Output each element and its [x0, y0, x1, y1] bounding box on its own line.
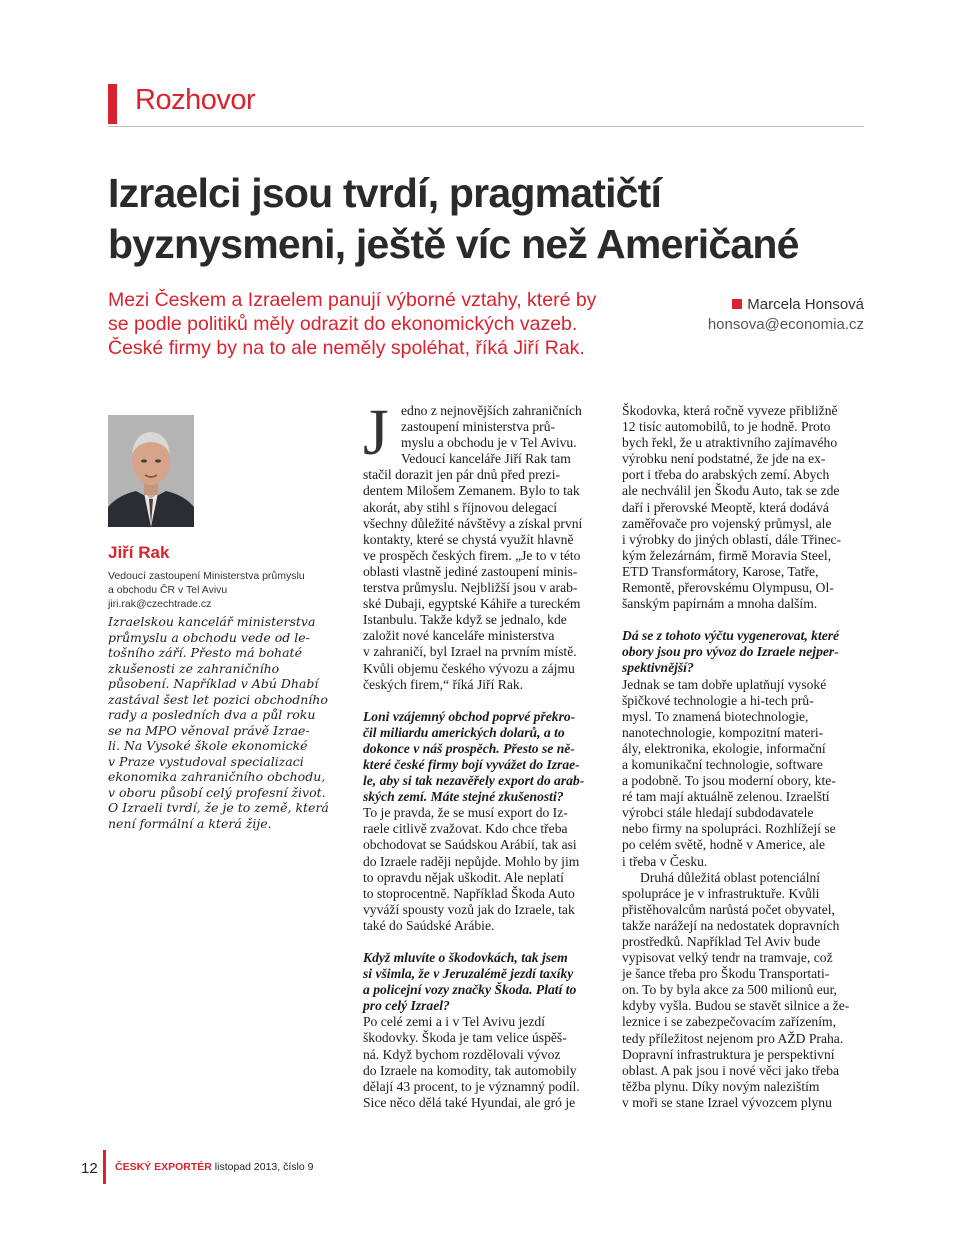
text-line: kdyby vyšla. Budou se stavět silnice a že- — [622, 998, 850, 1014]
text-line: do Izraele na komodity, tak automobily — [363, 1062, 577, 1078]
text-line: mysl. To znamená biotechnologie, — [622, 708, 809, 724]
text-line: tedy příležitost nejenom pro AŽD Praha. — [622, 1030, 844, 1046]
lead-line: se podle politiků měly odrazit do ekonomických vazeb. — [108, 313, 578, 335]
text-line: se na MPO věnoval právě Izrae- — [108, 722, 310, 738]
interviewee-bio — [108, 614, 333, 831]
text-line: nanotechnologie, kompozitní materi- — [622, 724, 824, 740]
text-line: ské Dubaji, egyptské Káhiře a tureckém — [363, 596, 581, 612]
magazine-name: ČESKÝ EXPORTÉR — [115, 1161, 212, 1173]
text-line: je šance třeba pro Škodu Transportati- — [622, 966, 830, 982]
text-line: zastával šest let pozici obchodního — [108, 691, 328, 707]
portrait-photo — [108, 415, 194, 527]
text-line: Sice něco dělá také Hyundai, ale gró je — [363, 1094, 576, 1110]
text-line: ských zemí. Máte stejné zkušenosti? — [363, 789, 564, 805]
section-label: Rozhovor — [135, 84, 256, 116]
text-line: ve prospěch českých firem. „Je to v této — [363, 547, 581, 563]
text-line: také do Saúdské Arábie. — [363, 917, 495, 933]
text-line: a komunikační technologie, software — [622, 756, 823, 772]
text-line: Po celé zemi a i v Tel Avivu jezdí — [363, 1014, 546, 1030]
paragraph-gap — [363, 934, 608, 950]
author-email[interactable]: honsova@economia.cz — [707, 316, 864, 333]
text-line: si všimla, že v Jeruzalémě jezdí taxíky — [363, 966, 574, 982]
text-line: v moři se stane Izrael vývozcem plynu — [622, 1094, 832, 1110]
text-line: výrobci stále hledají subdodavatele — [622, 805, 814, 821]
text-line: v oboru působí celý profesní život. — [108, 784, 326, 800]
text-line: Jednak se tam dobře uplatňují vysoké — [622, 676, 827, 692]
text-line: Dá se z tohoto výčtu vygenerovat, které — [622, 628, 840, 644]
text-line: přistěhovalcům narůstá počet obyvatel, — [622, 901, 835, 917]
text-line: šanským papírnám a mnoha dalším. — [622, 596, 818, 612]
text-line: které české firmy bojí vyvážet do Izrae- — [363, 756, 580, 772]
text-line: nebo firmy na spolupráci. Rozhlížejí se — [622, 821, 836, 837]
text-line: kontakty, které se chystá využít hlavně — [363, 531, 574, 547]
text-line: to stoprocentně. Například Škoda Auto — [363, 885, 575, 901]
author-name: Marcela Honsová — [747, 296, 864, 313]
text-line: a policejní vozy značky Škoda. Platí to — [363, 982, 577, 998]
text-line: obory jsou pro vývoz do Izraele nejper- — [622, 644, 839, 660]
footer-publication — [115, 1161, 313, 1173]
text-line: průmyslu a obchodu vede od le- — [108, 629, 310, 645]
bullet-square-icon — [732, 299, 742, 309]
text-line: vypisovat velký tendr na tramvaje, což — [622, 950, 833, 966]
section-divider — [108, 126, 864, 127]
text-line: těžba plynu. Díky novým nalezištím — [622, 1078, 820, 1094]
text-line: prostředků. Například Tel Aviv bude — [622, 934, 821, 949]
text-line: i výrobky do jiných oblastí, dále Třinec- — [622, 531, 842, 547]
text-line: Izraelskou kancelář ministerstva — [108, 614, 316, 629]
role-line: a obchodu ČR v Tel Avivu — [108, 584, 228, 596]
text-line: Když mluvíte o škodovkách, tak jsem — [363, 950, 568, 965]
text-line: i třeba v Česku. — [622, 853, 708, 869]
text-line: li. Na Vysoké škole ekonomické — [108, 738, 308, 753]
text-line: ekonomika zahraničního obchodu, — [108, 769, 326, 784]
text-line: výrobku není podstatné, že jde na ex- — [622, 451, 826, 467]
text-line: edno z nejnovějších zahraničních — [401, 403, 582, 418]
text-line: v zahraničí, byl Izrael na prvním místě. — [363, 644, 577, 660]
paragraph-gap — [363, 693, 608, 709]
headline-line: Izraelci jsou tvrdí, pragmatičtí — [108, 170, 662, 216]
text-line: spolupráce je v infrastruktuře. Kvůli — [622, 885, 820, 901]
text-line: ná. Když bychom rozdělovali vývoz — [363, 1046, 561, 1062]
text-line: Kvůli objemu českého vývozu a zájmu — [363, 660, 575, 676]
text-line: zaměřovače pro vojenský průmysl, ale — [622, 515, 832, 531]
text-line: bych řekl, že u atraktivního zajímavého — [622, 435, 838, 451]
text-line: akorát, aby stihl s říjnovou delegací — [363, 499, 558, 515]
text-line: českých firem,“ říká Jiří Rak. — [363, 676, 524, 692]
interviewee-email[interactable]: jiri.rak@czechtrade.cz — [108, 598, 212, 610]
text-line: zkušenosti ze zahraničního — [108, 660, 280, 676]
text-line: Druhá důležitá oblast potenciální — [640, 869, 821, 885]
text-line: port i třeba do arabských zemí. Abych — [622, 467, 830, 483]
text-line: Dopravní infrastruktura je perspektivní — [622, 1046, 835, 1062]
role-line: Vedoucí zastoupení Ministerstva průmyslu — [108, 570, 305, 582]
text-line: špičkové technologie a hi-tech prů- — [622, 692, 814, 708]
text-line: oblasti vlastně jediné zastoupení minis- — [363, 563, 578, 579]
article-column-3 — [622, 403, 867, 1111]
text-line: raele citlivě zvažovat. Kdo chce třeba — [363, 821, 568, 837]
text-line: tošního září. Přesto má bohaté — [108, 645, 302, 660]
text-line: myslu a obchodu je v Tel Avivu. — [401, 435, 577, 451]
text-line: stačil dorazit jen pár dnů před prezi- — [363, 467, 561, 483]
text-line: působení. Například v Abú Dhabí — [108, 676, 319, 691]
text-line: ETD Transformátory, Karose, Tatře, — [622, 563, 819, 579]
text-line: dělají 43 procent, to je významný podíl. — [363, 1078, 580, 1094]
text-line: obchodovat se Saúdskou Arábií, tak asi — [363, 837, 577, 853]
footer-accent-bar — [103, 1150, 106, 1184]
text-line: To je pravda, že se musí export do Iz- — [363, 805, 568, 821]
text-line: Istanbulu. Takže když se jednalo, kde — [363, 612, 567, 628]
text-line: v Praze vystudoval specializaci — [108, 753, 304, 769]
text-line: terstva průmyslu. Nejbližší jsou v arab- — [363, 580, 578, 596]
issue-info: listopad 2013, číslo 9 — [214, 1161, 314, 1173]
text-line: Loni vzájemný obchod poprvé překro- — [363, 708, 576, 724]
lead-line: Mezi Českem a Izraelem panují výborné vztahy, které by — [108, 289, 597, 311]
text-line: takže narážejí na nedostatek dopravních — [622, 917, 840, 933]
text-line: do Izraele raději nepůjde. Mohlo by jim — [363, 853, 580, 869]
text-line: kým železárnám, firmě Moravia Steel, — [622, 547, 832, 563]
text-line: dentem Milošem Zemanem. Bylo to tak — [363, 483, 580, 499]
text-line: ale nechválil jen Škodu Auto, tak se zde — [622, 483, 840, 499]
paragraph-gap — [622, 612, 867, 628]
text-line: vyváží spousty vozů jak do Izraele, tak — [363, 901, 575, 917]
headline — [108, 168, 868, 270]
text-line: dokonce v náš prospěch. Přesto se ně- — [363, 740, 575, 756]
page-number: 12 — [81, 1160, 98, 1177]
text-line: Remontě, přerovskému Olympusu, Ol- — [622, 580, 834, 596]
author-byline — [640, 295, 864, 335]
text-line: to opravdu nějak uškodit. Ale neplatí — [363, 869, 564, 885]
headline-line: byznysmeni, ještě víc než Američané — [108, 221, 799, 267]
text-line: Škodovka, která ročně vyveze přibližně — [622, 403, 838, 418]
text-line: a podobně. To jsou moderní obory, kte- — [622, 773, 836, 789]
text-line: všechny důležité návštěvy a získal první — [363, 515, 583, 531]
text-line: oblast. A pak jsou i nové věci jako třeba — [622, 1062, 840, 1078]
drop-cap: J — [363, 396, 389, 469]
text-line: leznice i se zabezpečovacím zařízením, — [622, 1014, 836, 1030]
text-line: není formální a která žije. — [108, 815, 272, 831]
text-line: daří i přerovské Meoptě, která dodává — [622, 499, 829, 515]
text-line: O Izraeli tvrdí, že je to země, která — [108, 800, 329, 815]
text-line: le, aby si tak nezavěřely export do arab- — [363, 773, 585, 789]
article-column-2 — [363, 396, 608, 1111]
text-line: rady a posledních dva a půl roku — [108, 707, 316, 722]
text-line: škodovky. Škoda je tam velice úspěš- — [363, 1030, 567, 1046]
text-line: zastoupení ministerstva prů- — [401, 419, 556, 435]
text-line: čil miliardu amerických dolarů, a to — [363, 724, 565, 740]
text-line: Vedoucí kanceláře Jiří Rak tam — [401, 451, 571, 467]
text-line: 12 tisíc automobilů, to je hodně. Proto — [622, 419, 831, 435]
text-line: ály, elektronika, ekologie, informační — [622, 740, 826, 756]
interviewee-name: Jiří Rak — [108, 543, 170, 562]
text-line: založit nové kanceláře ministerstva — [363, 628, 555, 644]
text-line: po celém světě, hodně v Americe, ale — [622, 837, 826, 853]
lead-line: České firmy by na to ale neměly spoléhat, říká Jiří Rak. — [108, 337, 585, 359]
lead-paragraph — [108, 288, 668, 360]
portrait-illustration — [108, 415, 194, 527]
text-line: ré tam mají aktuálně zelenou. Izraelští — [622, 789, 830, 805]
text-line: spektivnější? — [622, 660, 694, 676]
interviewee-role — [108, 569, 328, 611]
text-line: on. To by byla akce za 500 milionů eur, — [622, 982, 837, 998]
text-line: pro celý Izrael? — [363, 998, 450, 1014]
section-accent-bar — [108, 84, 117, 124]
